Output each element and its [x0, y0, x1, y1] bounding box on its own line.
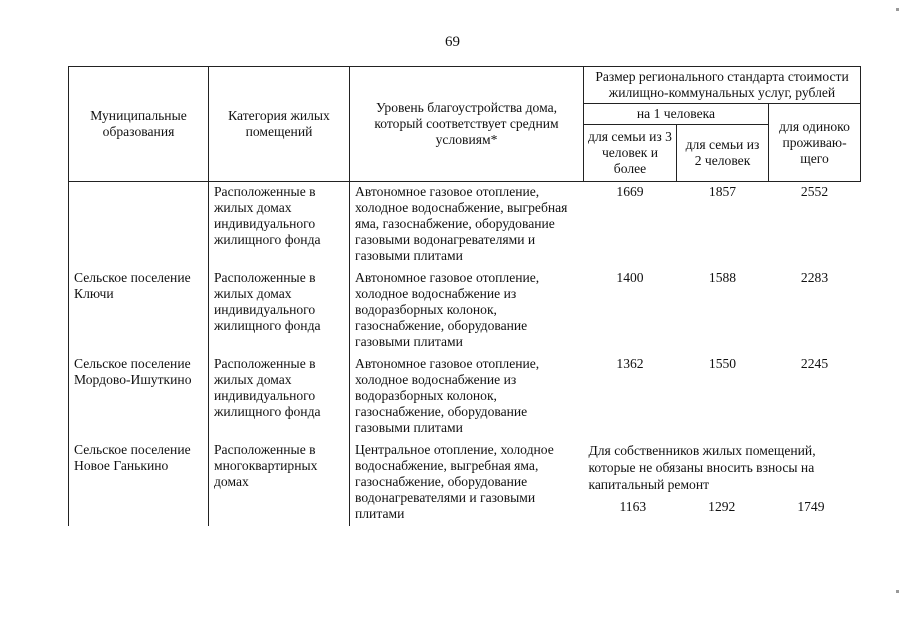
cell-municipality	[69, 182, 209, 269]
header-level: Уровень благоустройства дома, который соответствует средним условиям*	[350, 67, 584, 182]
cell-category: Расположенные в жилых домах индивидуального жилищного фонда	[209, 354, 350, 440]
scan-edge-mark-bottom	[896, 590, 899, 593]
cell-family2: 1292	[708, 499, 736, 514]
header-standard: Размер регионального стандарта стоимости жилищно-коммунальных услуг, рублей	[584, 67, 861, 104]
table-row	[69, 440, 861, 526]
cell-category: Расположенные в многоквартирных домах	[209, 440, 350, 526]
cell-municipality: Сельское поселение Ключи	[69, 268, 209, 354]
cell-category: Расположенные в жилых домах индивидуального жилищного фонда	[209, 182, 350, 269]
housing-standard-table	[68, 66, 861, 526]
cell-single: 2552	[800, 184, 829, 199]
cell-category: Расположенные в жилых домах индивидуального жилищного фонда	[209, 268, 350, 354]
cell-family3: 1163	[619, 499, 647, 514]
header-family3: для семьи из 3 человек и более	[584, 125, 677, 182]
table-row	[69, 268, 861, 354]
table-header	[69, 67, 861, 182]
cell-municipality: Сельское поселение Мордово-Ишуткино	[69, 354, 209, 440]
table-row	[69, 182, 861, 269]
scan-edge-mark-top	[896, 8, 899, 11]
cell-municipality: Сельское поселение Новое Ганькино	[69, 440, 209, 526]
cell-level: Центральное отопление, холодное водоснабжение, выгребная яма, газоснабжение, оборудование водонагревателями и газовыми плитами	[350, 440, 584, 526]
value-group	[589, 499, 856, 515]
header-family2: для семьи из 2 человек	[677, 125, 769, 182]
header-single: для одиноко проживаю-щего	[769, 104, 861, 182]
header-category: Категория жилых помещений	[209, 67, 350, 182]
cell-level: Автономное газовое отопление, холодное водоснабжение, выгребная яма, газоснабжение, оборудование газовыми водонагревателями и газовыми плитами	[350, 182, 584, 269]
header-municipality: Муниципальные образования	[69, 67, 209, 182]
cell-standard-merged	[584, 440, 861, 526]
cell-family3: 1669	[616, 184, 644, 199]
cell-family3: 1400	[616, 270, 644, 285]
table-row	[69, 354, 861, 440]
cell-family2: 1857	[708, 184, 737, 199]
header-per-person: на 1 человека	[584, 104, 769, 125]
page-number: 69	[445, 34, 460, 50]
capital-repair-note: Для собственников жилых помещений, которые не обязаны вносить взносы на капитальный ремонт	[588, 443, 816, 492]
table-body	[69, 182, 861, 527]
cell-single: 1749	[797, 499, 825, 514]
cell-family3: 1362	[616, 356, 644, 371]
cell-family2: 1588	[708, 270, 737, 285]
cell-single: 2283	[800, 270, 829, 285]
cell-family2: 1550	[708, 356, 737, 371]
cell-level: Автономное газовое отопление, холодное водоснабжение из водоразборных колонок, газоснабжение, оборудование газовыми плитами	[350, 268, 584, 354]
cell-single: 2245	[800, 356, 829, 371]
cell-level: Автономное газовое отопление, холодное водоснабжение из водоразборных колонок, газоснабжение, оборудование газовыми плитами	[350, 354, 584, 440]
